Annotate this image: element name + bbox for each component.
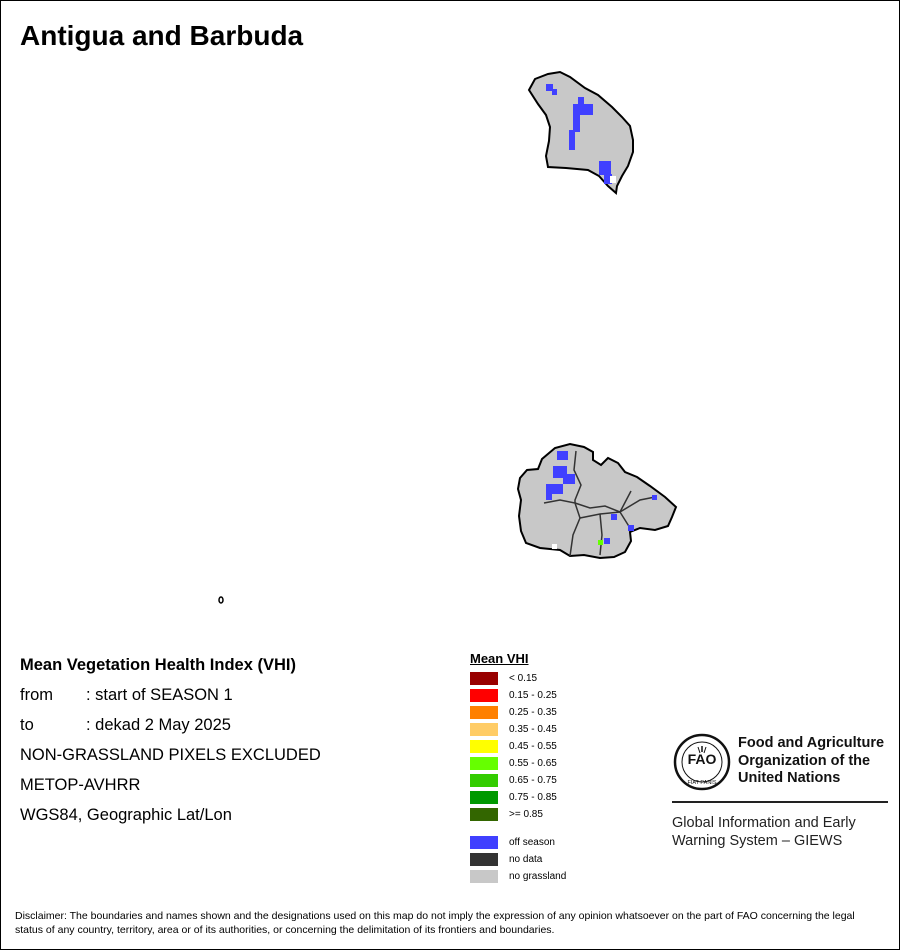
legend-swatch bbox=[470, 689, 498, 702]
fao-seal-text: FAO bbox=[687, 751, 717, 767]
legend-swatch bbox=[470, 853, 498, 866]
legend-swatch bbox=[470, 870, 498, 883]
legend-swatch bbox=[470, 672, 498, 685]
off-season-pixel bbox=[604, 538, 610, 544]
legend-swatch bbox=[470, 706, 498, 719]
legend-swatch bbox=[470, 808, 498, 821]
map-legend bbox=[470, 651, 567, 882]
giews-line: Warning System – GIEWS bbox=[672, 833, 843, 849]
legend-label: 0.45 - 0.55 bbox=[509, 741, 557, 752]
to-value: : dekad 2 May 2025 bbox=[86, 716, 231, 734]
redonda-island bbox=[219, 597, 223, 603]
fao-name bbox=[738, 735, 884, 788]
legend-swatch bbox=[470, 774, 498, 787]
legend-swatch bbox=[470, 791, 498, 804]
map-title: Antigua and Barbuda bbox=[20, 20, 304, 51]
from-label: from bbox=[20, 686, 53, 704]
projection-name: WGS84, Geographic Lat/Lon bbox=[20, 806, 232, 824]
to-label: to bbox=[20, 716, 34, 734]
fao-logo-icon bbox=[672, 732, 732, 792]
no-value-pixel bbox=[610, 176, 616, 183]
legend-label: 0.75 - 0.85 bbox=[509, 792, 557, 803]
off-season-pixel bbox=[652, 495, 657, 500]
barbuda-island bbox=[529, 72, 633, 193]
no-value-pixel bbox=[552, 544, 557, 549]
legend-label: no grassland bbox=[509, 871, 567, 882]
disclaimer-text: Disclaimer: The boundaries and names shown and the designations used on this map do not imply the expression of any opinion whatsoever on the part of FAO concerning the legal status of any country, territory, area or of its authorities, or concerning the delimitation of its frontiers and boundaries. bbox=[15, 910, 855, 936]
logo-divider bbox=[672, 801, 888, 803]
legend-swatch bbox=[470, 723, 498, 736]
legend-swatch bbox=[470, 836, 498, 849]
off-season-pixel bbox=[611, 514, 617, 520]
index-heading: Mean Vegetation Health Index (VHI) bbox=[20, 656, 296, 674]
off-season-pixel bbox=[557, 451, 568, 460]
period-to bbox=[20, 716, 231, 735]
legend-label: 0.65 - 0.75 bbox=[509, 775, 557, 786]
off-season-pixel bbox=[563, 474, 575, 484]
off-season-pixel bbox=[628, 525, 634, 531]
off-season-pixel bbox=[569, 130, 575, 150]
legend-label: < 0.15 bbox=[509, 673, 538, 684]
legend-title: Mean VHI bbox=[470, 651, 529, 666]
fao-name-line: United Nations bbox=[738, 770, 841, 786]
fao-name-line: Organization of the bbox=[738, 752, 871, 769]
legend-label: >= 0.85 bbox=[509, 809, 543, 820]
off-season-pixel bbox=[573, 104, 593, 115]
giews-name bbox=[672, 814, 856, 850]
legend-label: off season bbox=[509, 837, 555, 848]
from-value: : start of SEASON 1 bbox=[86, 686, 233, 704]
legend-label: 0.15 - 0.25 bbox=[509, 690, 557, 701]
legend-label: no data bbox=[509, 854, 543, 865]
off-season-pixel bbox=[599, 161, 611, 175]
fao-motto: FIAT PANIS bbox=[687, 780, 717, 786]
fao-name-line: Food and Agriculture bbox=[738, 735, 885, 751]
legend-swatch bbox=[470, 757, 498, 770]
sensor-name: METOP-AVHRR bbox=[20, 776, 141, 794]
off-season-pixel bbox=[552, 89, 557, 95]
vhi-pixel bbox=[598, 540, 603, 545]
off-season-pixel bbox=[573, 115, 580, 132]
giews-line: Global Information and Early bbox=[672, 815, 856, 831]
off-season-pixel bbox=[546, 84, 553, 91]
legend-swatch bbox=[470, 740, 498, 753]
period-from bbox=[20, 686, 233, 705]
legend-label: 0.55 - 0.65 bbox=[509, 758, 557, 769]
legend-label: 0.25 - 0.35 bbox=[509, 707, 557, 718]
legend-label: 0.35 - 0.45 bbox=[509, 724, 557, 735]
antigua-island bbox=[518, 444, 676, 558]
off-season-pixel bbox=[546, 492, 552, 500]
exclusion-note: NON-GRASSLAND PIXELS EXCLUDED bbox=[20, 746, 321, 764]
